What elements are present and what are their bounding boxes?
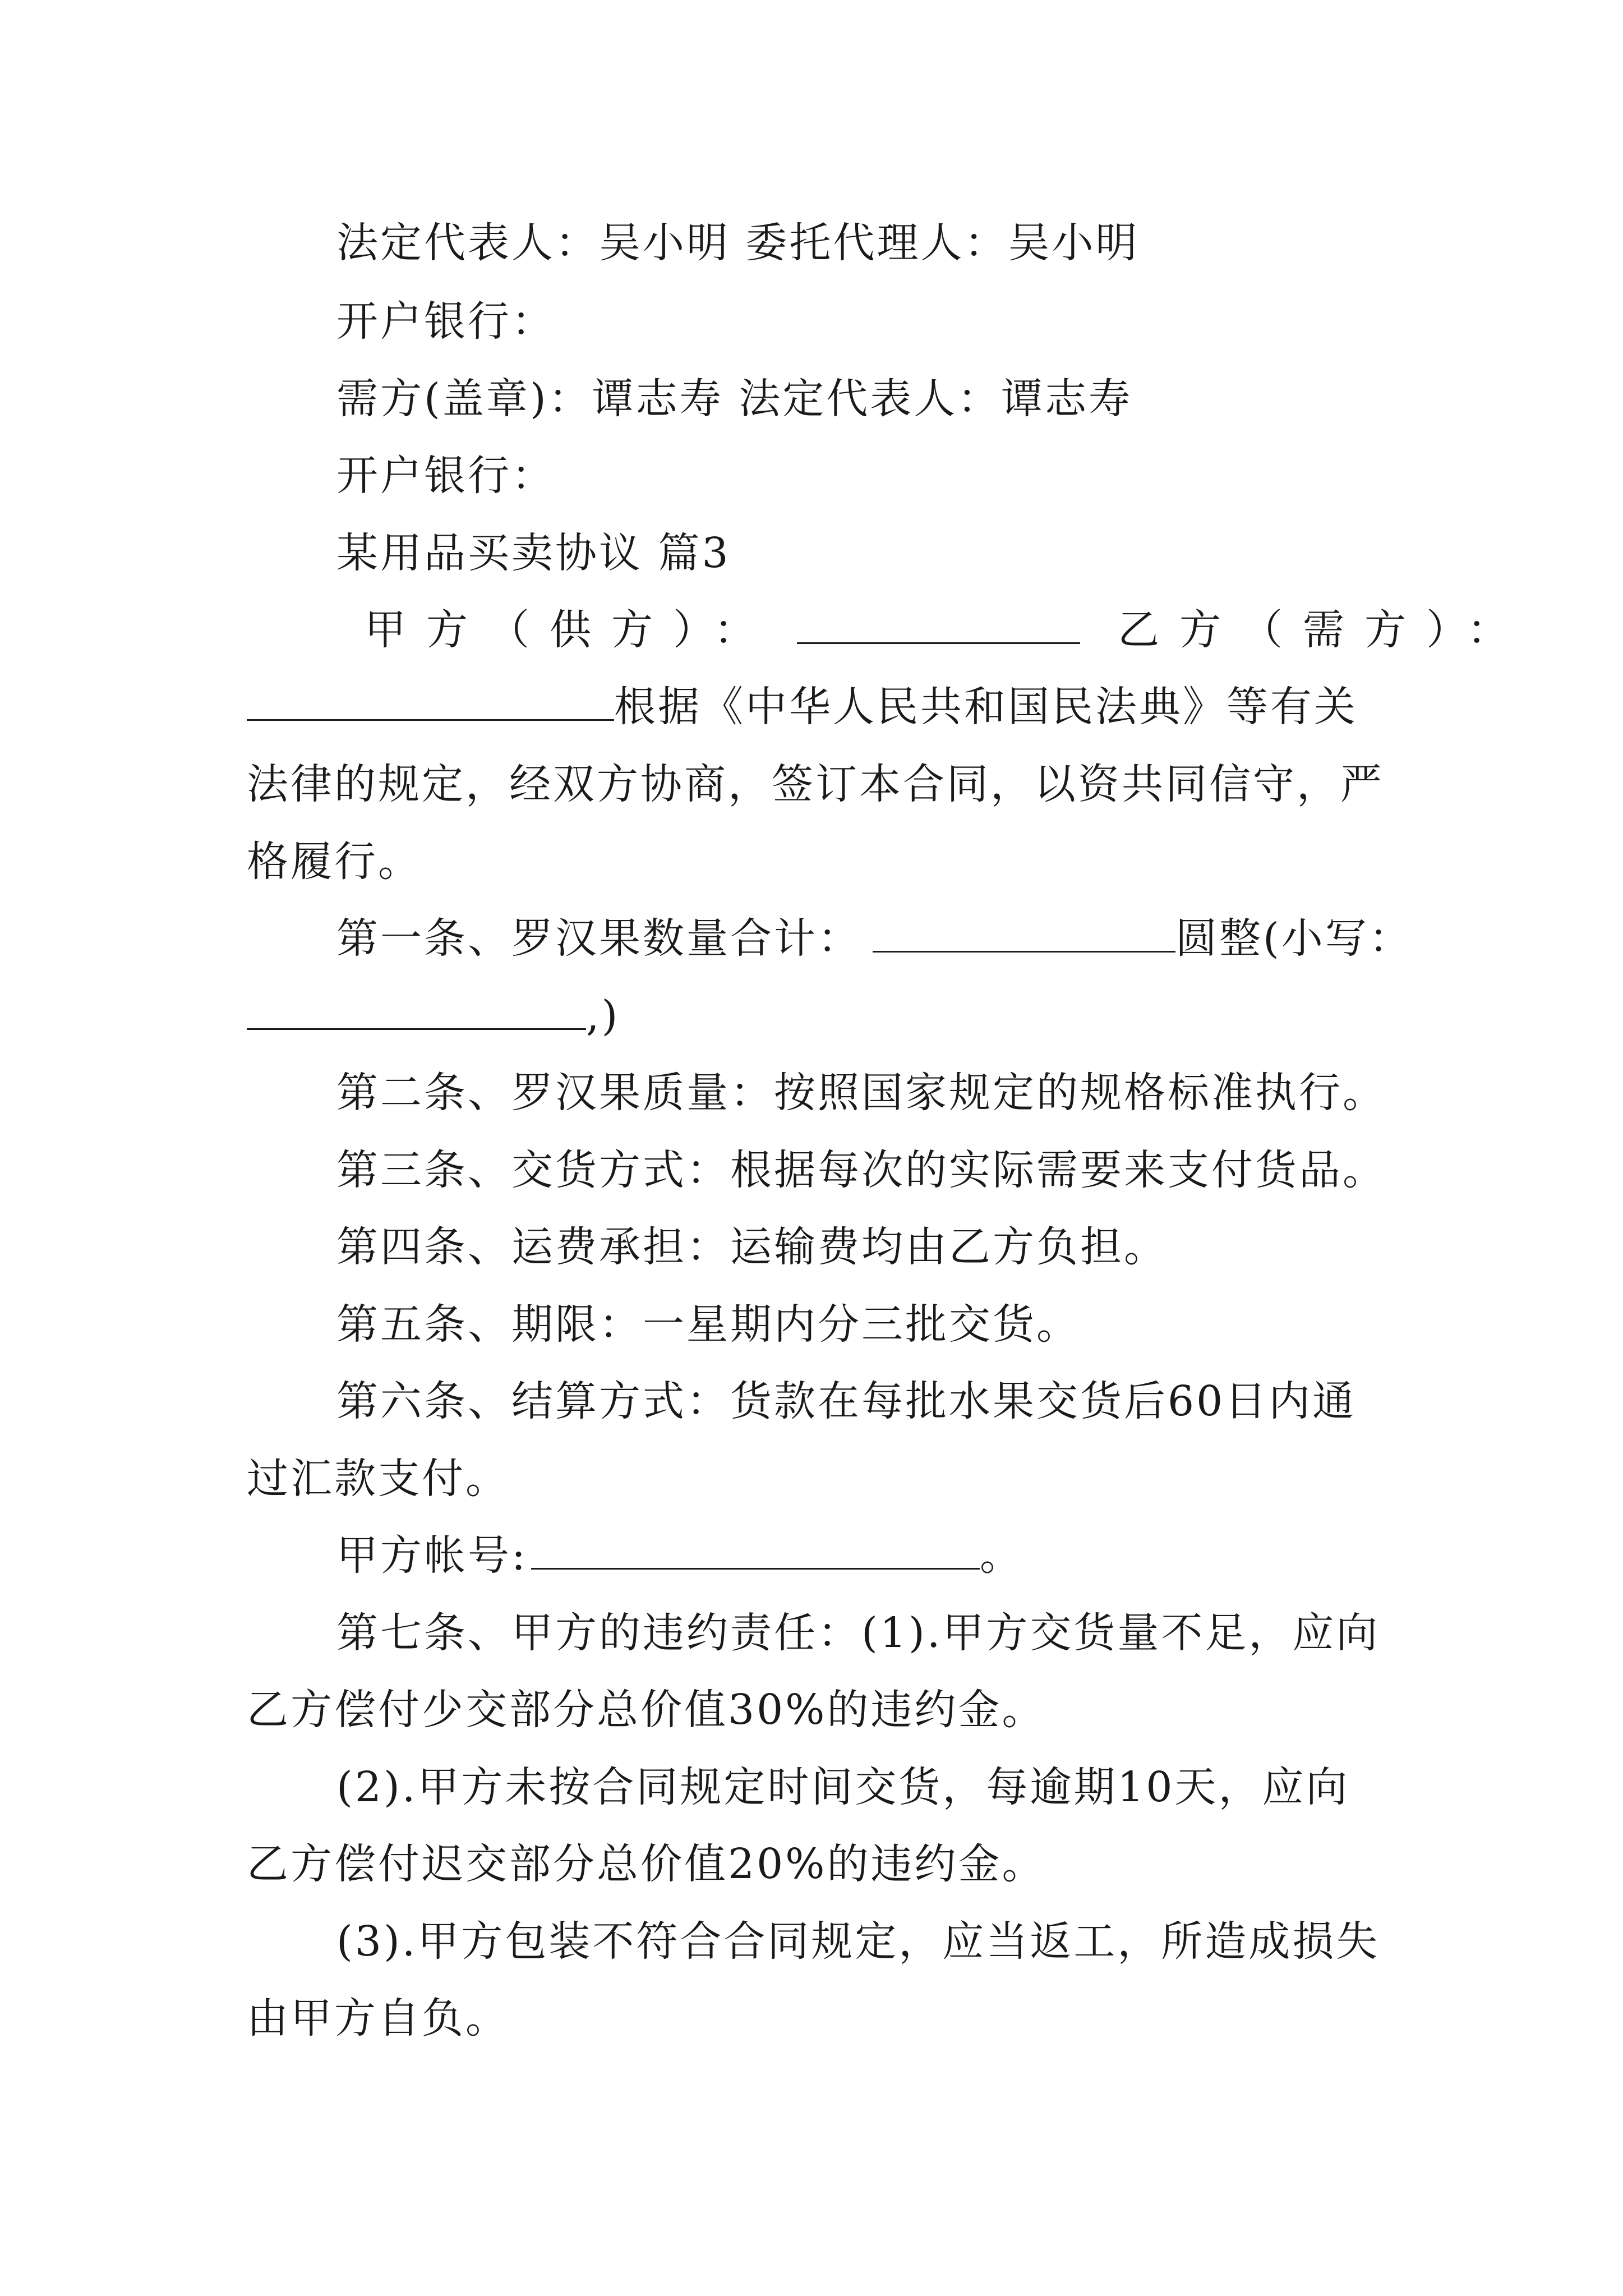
bank-line-1: 开户银行： xyxy=(336,297,555,346)
article-5: 第五条、期限：一星期内分三批交货。 xyxy=(336,1300,1080,1349)
article-7: 第七条、甲方的违约责任：(1).甲方交货量不足，应向 xyxy=(336,1609,1380,1657)
article-1-line-2 xyxy=(247,989,620,1043)
account-label: 甲方帐号: xyxy=(336,1531,528,1580)
quantity-blank xyxy=(873,914,1175,953)
account-line xyxy=(336,1529,1023,1582)
article-6-cont: 过汇款支付。 xyxy=(247,1455,509,1503)
article-6: 第六条、结算方式：货款在每批水果交货后60日内通 xyxy=(336,1377,1357,1425)
account-period: 。 xyxy=(979,1531,1023,1580)
preamble-text-1: 根据《中华人民共和国民法典》等有关 xyxy=(614,683,1358,731)
article-7-item-3-cont: 由甲方自负。 xyxy=(247,1994,509,2042)
article-3: 第三条、交货方式：根据每次的实际需要来支付货品。 xyxy=(336,1146,1386,1194)
party-a-blank xyxy=(797,605,1080,644)
account-blank xyxy=(531,1531,980,1570)
party-b-blank xyxy=(247,682,614,721)
article-1-close: ,) xyxy=(586,992,620,1040)
bank-line-2: 开户银行： xyxy=(336,452,555,500)
article-7-cont: 乙方偿付少交部分总价值30%的违约金。 xyxy=(247,1686,1046,1734)
parties-line xyxy=(365,603,1529,657)
preamble-line-1 xyxy=(247,680,1358,734)
preamble-line-2: 法律的规定，经双方协商，签订本合同，以资共同信守，严 xyxy=(247,760,1384,808)
party-a-label: 甲方（供方）： xyxy=(365,606,776,654)
article-1-text-2: 圆整(小写： xyxy=(1175,914,1413,963)
article-7-item-2-cont: 乙方偿付迟交部分总价值20%的违约金。 xyxy=(247,1840,1046,1888)
article-4: 第四条、运费承担：运输费均由乙方负担。 xyxy=(336,1223,1168,1271)
article-2: 第二条、罗汉果质量：按照国家规定的规格标准执行。 xyxy=(336,1069,1386,1117)
buyer-line: 需方(盖章)：谭志寿 法定代表人：谭志寿 xyxy=(336,375,1133,423)
article-1-text: 第一条、罗汉果数量合计： xyxy=(336,914,861,963)
article-1-line xyxy=(336,912,1413,965)
section-title: 某用品买卖协议 篇3 xyxy=(336,529,731,577)
article-7-item-3: (3).甲方包装不符合合同规定，应当返工，所造成损失 xyxy=(336,1917,1380,1966)
legal-rep-line: 法定代表人：吴小明 委托代理人：吴小明 xyxy=(336,219,1140,267)
party-b-label: 乙方（需方）： xyxy=(1118,606,1529,654)
article-7-item-2: (2).甲方未按合同规定时间交货，每逾期10天，应向 xyxy=(336,1763,1350,1811)
preamble-line-3: 格履行。 xyxy=(247,838,422,886)
amount-blank xyxy=(247,991,586,1030)
